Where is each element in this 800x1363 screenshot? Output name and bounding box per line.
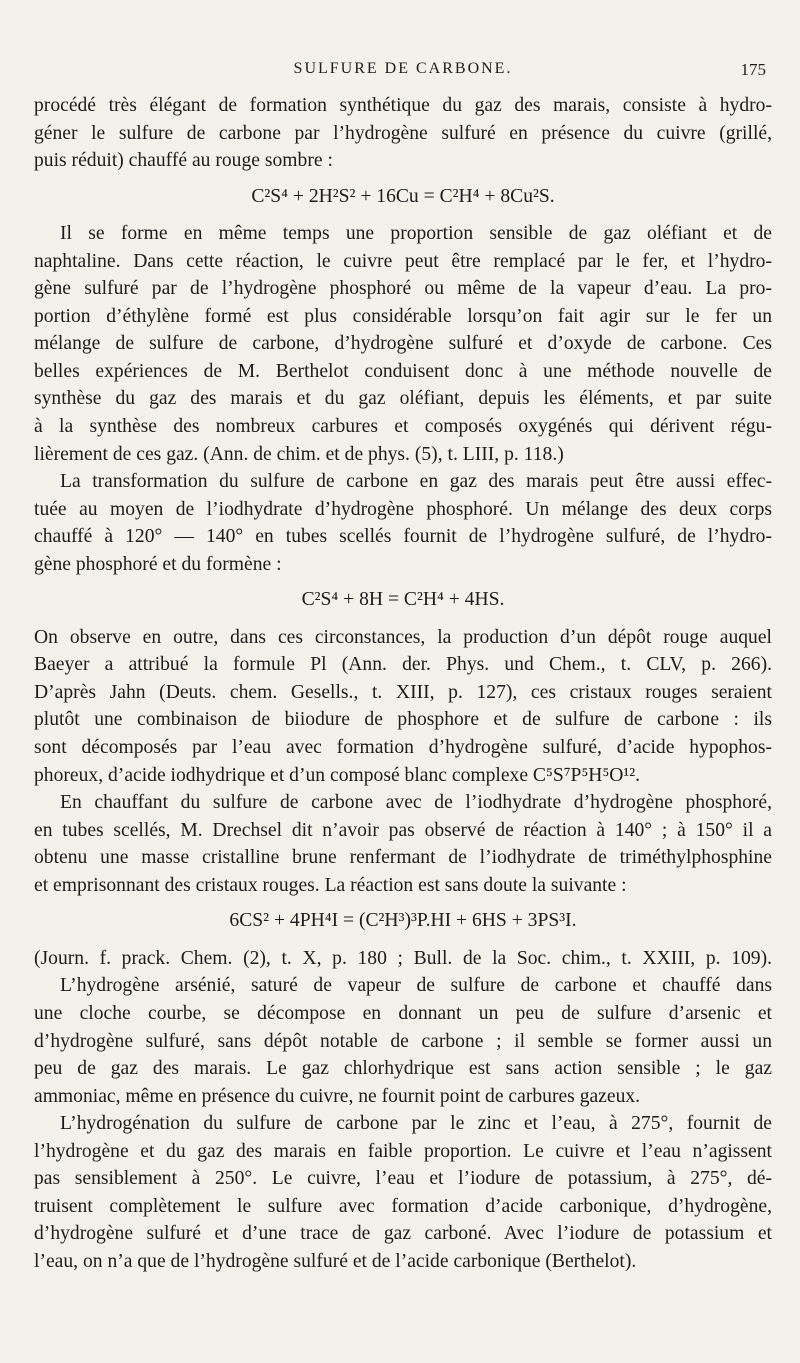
text-line: pas sensiblement à 250°. Le cuivre, l’eau et l’iodure de potassium, à 275°, dé-: [34, 1168, 772, 1190]
paragraph-1: [34, 92, 772, 175]
text-line: tuée au moyen de l’iodhydrate d’hydrogène phosphoré. Un mélange des deux corps: [34, 498, 772, 520]
text-line: l’eau, on n’a que de l’hydrogène sulfuré et de l’acide carbonique (Berthelot).: [34, 1250, 637, 1272]
text-line: obtenu une masse cristalline brune renfermant de l’iodhydrate de triméthylphosphine: [34, 847, 772, 869]
text-line: d’hydrogène sulfuré, sans dépôt notable de carbone ; il semble se former aussi un: [34, 1030, 772, 1052]
text-line: chauffé à 120° — 140° en tubes scellés fournit de l’hydrogène sulfuré, de l’hydro-: [34, 526, 772, 548]
text-line: truisent complètement le sulfure avec formation d’acide carbonique, d’hydrogène,: [34, 1195, 772, 1217]
equation-3: 6CS² + 4PH⁴I = (C²H³)³P.HI + 6HS + 3PS³I.: [229, 910, 577, 932]
text-line: Il se forme en même temps une proportion sensible de gaz oléfiant et de: [60, 223, 772, 245]
text-line: (Journ. f. prack. Chem. (2), t. X, p. 180 ; Bull. de la Soc. chim., t. XXIII, p. 109).: [34, 947, 772, 969]
text-line: En chauffant du sulfure de carbone avec de l’iodhydrate d’hydrogène phosphoré,: [60, 792, 772, 814]
text-line: géner le sulfure de carbone par l’hydrogène sulfuré en présence du cuivre (grillé,: [34, 122, 772, 144]
paragraph-5: [34, 789, 772, 899]
text-line: plutôt une combinaison de biiodure de phosphore et de sulfure de carbone : ils: [34, 709, 772, 731]
text-line: puis réduit) chauffé au rouge sombre :: [34, 150, 333, 172]
text-line: gène sulfuré par de l’hydrogène phosphoré ou même de la vapeur d’eau. La pro-: [34, 278, 772, 300]
page-number: 175: [740, 60, 766, 79]
text-line: La transformation du sulfure de carbone en gaz des marais peut être aussi effec-: [60, 471, 772, 493]
text-line: phoreux, d’acide iodhydrique et d’un composé blanc complexe C⁵S⁷P⁵H⁵O¹².: [34, 764, 641, 786]
equation-1: C²S⁴ + 2H²S² + 16Cu = C²H⁴ + 8Cu²S.: [251, 185, 555, 207]
text-line: et emprisonnant des cristaux rouges. La réaction est sans doute la suivante :: [34, 874, 627, 896]
text-line: en tubes scellés, M. Drechsel dit n’avoir pas observé de réaction à 140° ; à 150° il a: [34, 819, 772, 841]
text-line: D’après Jahn (Deuts. chem. Gesells., t. XIII, p. 127), ces cristaux rouges seraient: [34, 681, 772, 703]
paragraph-6: [34, 945, 772, 1110]
text-line: d’hydrogène sulfuré et d’une trace de gaz carboné. Avec l’iodure de potassium et: [34, 1223, 772, 1245]
text-line: On observe en outre, dans ces circonstances, la production d’un dépôt rouge auquel: [34, 626, 772, 648]
text-line: L’hydrogène arsénié, saturé de vapeur de sulfure de carbone et chauffé dans: [60, 975, 772, 997]
text-line: à la synthèse des nombreux carbures et composés oxygénés qui dérivent régu-: [34, 416, 772, 438]
text-line: une cloche courbe, se décompose en donnant un peu de sulfure d’arsenic et: [34, 1002, 772, 1024]
text-line: lièrement de ces gaz. (Ann. de chim. et de phys. (5), t. LIII, p. 118.): [34, 443, 564, 465]
text-line: Baeyer a attribué la formule Pl (Ann. der. Phys. und Chem., t. CLV, p. 266).: [34, 654, 772, 676]
text-line: l’hydrogène et du gaz des marais en faible proportion. Le cuivre et l’eau n’agissent: [34, 1140, 772, 1162]
paragraph-2: [34, 220, 772, 468]
text-line: L’hydrogénation du sulfure de carbone par le zinc et l’eau, à 275°, fournit de: [60, 1113, 772, 1135]
text-line: sont décomposés par l’eau avec formation d’hydrogène sulfuré, d’acide hypophos-: [34, 737, 772, 759]
text-line: naphtaline. Dans cette réaction, le cuivre peut être remplacé par le fer, et l’hydro-: [34, 250, 772, 272]
text-line: gène phosphoré et du formène :: [34, 553, 282, 575]
equation-2: C²S⁴ + 8H = C²H⁴ + 4HS.: [301, 589, 505, 611]
text-line: mélange de sulfure de carbone, d’hydrogène sulfuré et d’oxyde de carbone. Ces: [34, 333, 772, 355]
running-title: SULFURE DE CARBONE.: [293, 60, 513, 77]
text-line: procédé très élégant de formation synthétique du gaz des marais, consiste à hydro-: [34, 95, 772, 116]
text-line: synthèse du gaz des marais et du gaz oléfiant, depuis les éléments, et par suite: [34, 388, 772, 410]
paragraph-3: [34, 468, 772, 578]
paragraph-7: [34, 1110, 772, 1275]
page-header: [34, 60, 772, 84]
text-line: ammoniac, même en présence du cuivre, ne fournit point de carbures gazeux.: [34, 1085, 641, 1107]
text-line: belles expériences de M. Berthelot conduisent donc à une méthode nouvelle de: [34, 360, 772, 382]
paragraph-4: [34, 624, 772, 789]
text-line: peu de gaz des marais. Le gaz chlorhydrique est sans action sensible ; le gaz: [34, 1058, 772, 1080]
text-line: portion d’éthylène formé est plus considérable lorsqu’on fait agir sur le fer un: [34, 305, 772, 327]
